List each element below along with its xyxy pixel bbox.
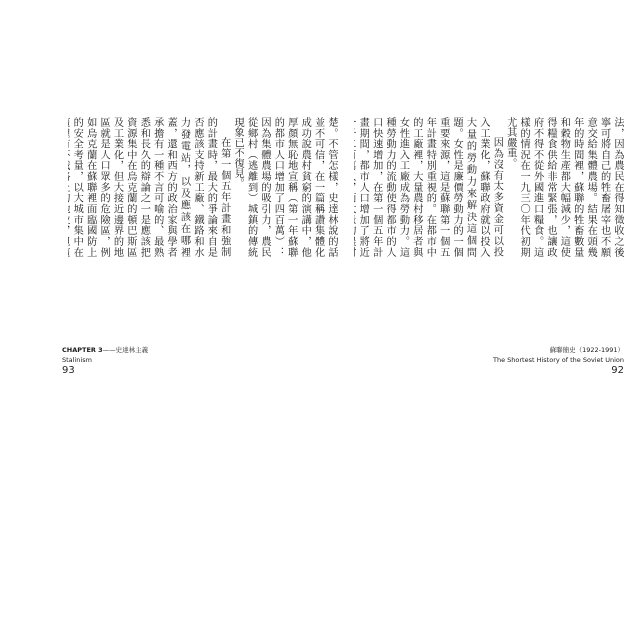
chapter-running-header — [62, 345, 148, 365]
left-page-body-text — [68, 117, 338, 257]
right-page — [348, 95, 624, 435]
book-running-header — [493, 345, 624, 365]
paragraph: 法，因為農民在得知徵收之後寧可將自己的牲畜屠宰也不願意交給集體農場。結果在頭幾年的時間裡，蘇聯的牲畜數量和穀物生產都大幅減少，這使得糧食供給非常緊張，也讓政府不得不從外國進口糧食。這樣的情況在一九三〇年代初期尤其嚴重。 — [504, 117, 623, 257]
paragraph: 因為沒有太多資金可以投入工業化，蘇聯政府就以投入大量的勞動力來解決這個問題。女性是廉價勞動力的一個重要來源，這是蘇聯第一個五年計畫特別重視的。在都市中的工廠裡，大量農村移居者與女性進入工廠成為勞動力。這種勞動力的流動使得都市的人口快速增加，在第一個五年計畫期間，都市人口增加了將近 — [357, 117, 503, 257]
left-page — [62, 95, 338, 435]
chapter-label: CHAPTER 3 — [62, 346, 103, 354]
book-title-zh: 蘇聯簡史（1922-1991） — [549, 346, 624, 354]
page-number: 92 — [611, 365, 624, 376]
right-page-body-text — [354, 117, 624, 257]
page-number: 93 — [62, 365, 75, 376]
paragraph: 楚。不管怎樣，史達林說的話並不可信，在一篇稱讚集體化成功說農村貧窮的演講中，他厚顏無恥地宣稱（第一年蘇聯的都市人口增加了四百萬）：因為集體農場的吸引力，農民從鄉村（逃離到）城鎮的傳統現象已不復見。 — [232, 117, 337, 257]
book-title-en: The Shortest History of the Soviet Union — [492, 356, 624, 364]
paragraph: 在第一個五年計畫和強制的計畫時，最大的爭論來自是否應該支持新工廠、鐵路和水力發電站，以及應該在哪裡蓋，還和西方的政治家與學者承擔有一種不言可喻的、最熟悉和長久的辯論之一是應該把資源集中在烏克蘭的頓巴斯區及工業化，但大接近邊界的地區就是人口眾多的危險區，例如烏克蘭在蘇聯裡面臨國防上的安全考量，以大城市集中在 — [71, 117, 230, 257]
chapter-title-zh: ——史達林主義 — [102, 346, 149, 354]
chapter-title-en: Stalinism — [62, 356, 92, 364]
